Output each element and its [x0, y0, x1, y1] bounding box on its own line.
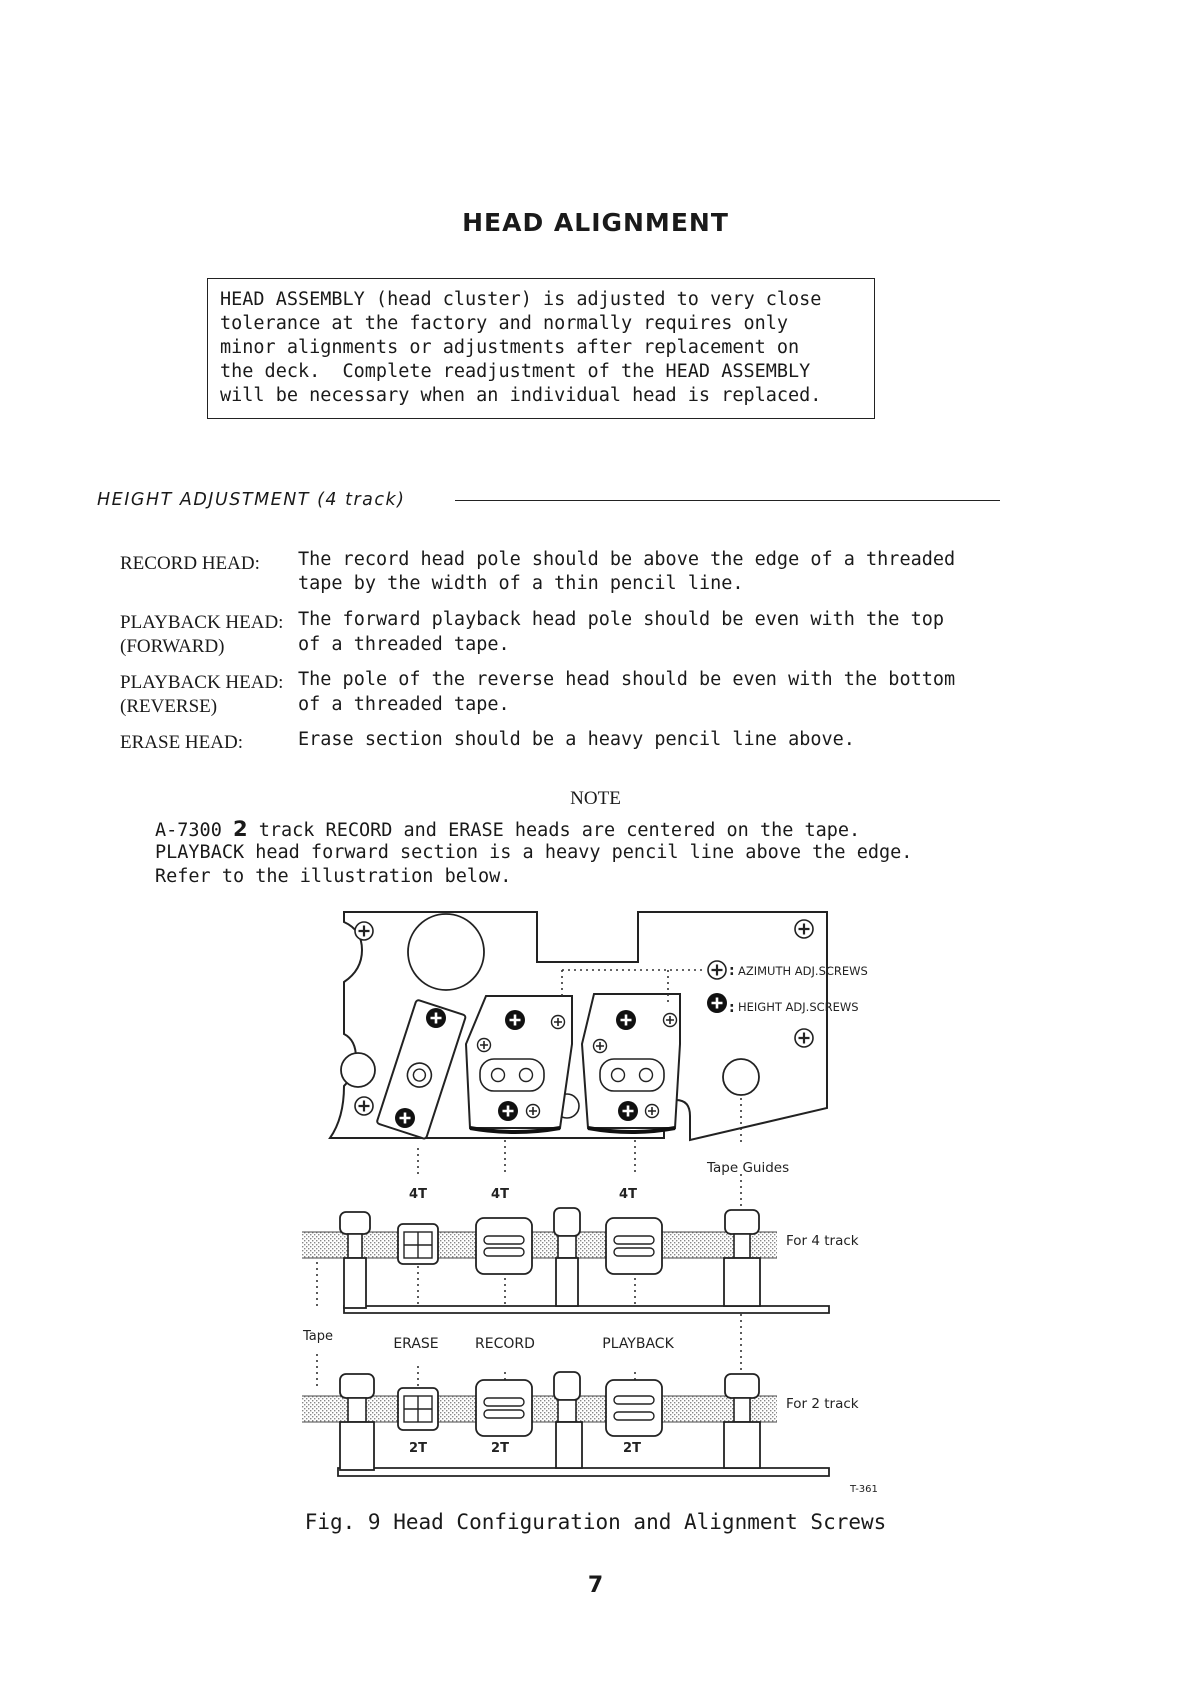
height-screw-icon	[616, 1010, 636, 1030]
height-legend-colon: :	[729, 1000, 735, 1016]
2t-label-erase: 2T	[409, 1441, 427, 1456]
2t-label-record: 2T	[491, 1441, 509, 1456]
record-head-text: tape by the width of a thin pencil line.	[298, 573, 744, 594]
record-head-text: The record head pole should be above the edge of a threaded	[298, 549, 956, 570]
height-screw-icon	[426, 1008, 446, 1028]
note-model: A-7300	[155, 820, 233, 841]
note-heading: NOTE	[570, 788, 621, 809]
for-2-track-label: For 2 track	[786, 1396, 859, 1412]
right-tape-guide	[723, 1059, 759, 1095]
playback-reverse-sublabel: (REVERSE)	[120, 696, 218, 717]
4t-label-record: 4T	[491, 1187, 509, 1202]
azimuth-screw-icon	[594, 1040, 607, 1053]
tape-label: Tape	[303, 1329, 334, 1344]
2t-label-playback: 2T	[623, 1441, 641, 1456]
erase-head-text: Erase section should be a heavy pencil line above.	[298, 729, 855, 750]
azimuth-screw-icon	[478, 1039, 491, 1052]
notice-line: will be necessary when an individual head is replaced.	[220, 385, 822, 406]
plate-hole	[408, 914, 484, 990]
playback-forward-sublabel: (FORWARD)	[120, 636, 225, 657]
note-line-1-rest: track RECORD and ERASE heads are centered on the tape.	[247, 820, 861, 841]
playback-forward-label: PLAYBACK HEAD:	[120, 612, 284, 633]
azimuth-screw-icon	[552, 1016, 565, 1029]
playback-forward-text: The forward playback head pole should be even with the top	[298, 609, 945, 630]
playback-reverse-text: The pole of the reverse head should be even with the bottom	[298, 669, 956, 690]
plate-screw-icon	[795, 1029, 813, 1047]
for-4-track-label: For 4 track	[786, 1233, 859, 1249]
playback-reverse-label: PLAYBACK HEAD:	[120, 672, 284, 693]
plate-screw-icon	[355, 1097, 373, 1115]
plate-screw-icon	[795, 920, 813, 938]
notice-line: minor alignments or adjustments after replacement on	[220, 337, 800, 358]
erase-label: ERASE	[393, 1336, 439, 1352]
section-heading: HEIGHT ADJUSTMENT (4 track)	[97, 490, 406, 510]
azimuth-screw-icon	[527, 1105, 540, 1118]
playback-reverse-text: of a threaded tape.	[298, 694, 510, 715]
height-legend-icon	[707, 993, 727, 1013]
notice-line: the deck. Complete readjustment of the HEAD ASSEMBLY	[220, 361, 811, 382]
note-line-3: Refer to the illustration below.	[155, 866, 512, 887]
two-track-diagram	[302, 1372, 829, 1476]
azimuth-legend-colon: :	[729, 963, 735, 979]
height-label: HEIGHT ADJ.SCREWS	[738, 1000, 859, 1014]
left-tape-guide	[341, 1053, 375, 1087]
height-screw-icon	[498, 1101, 518, 1121]
4t-label-playback: 4T	[619, 1187, 637, 1202]
azimuth-screw-icon	[664, 1014, 677, 1027]
height-screw-icon	[505, 1010, 525, 1030]
notice-line: HEAD ASSEMBLY (head cluster) is adjusted to very close	[220, 289, 822, 310]
notice-line: tolerance at the factory and normally requires only	[220, 313, 789, 334]
height-screw-icon	[395, 1108, 415, 1128]
height-screw-icon	[618, 1101, 638, 1121]
playback-label: PLAYBACK	[602, 1336, 674, 1352]
azimuth-legend-icon	[708, 961, 726, 979]
tape-guides-label: Tape Guides	[707, 1160, 790, 1176]
four-track-diagram	[302, 1208, 829, 1313]
figure-code: T-361	[850, 1484, 878, 1495]
note-track-count: 2	[232, 817, 248, 841]
figure-caption: Fig. 9 Head Configuration and Alignment Screws	[304, 1510, 887, 1534]
playback-forward-text: of a threaded tape.	[298, 634, 510, 655]
record-head-label: RECORD HEAD:	[120, 553, 260, 574]
azimuth-label: AZIMUTH ADJ.SCREWS	[738, 964, 868, 978]
page-number: 7	[587, 1573, 604, 1598]
note-line-2: PLAYBACK head forward section is a heavy pencil line above the edge.	[155, 842, 913, 863]
page-title: HEAD ALIGNMENT	[462, 208, 729, 237]
erase-head-label: ERASE HEAD:	[120, 732, 243, 753]
4t-label-erase: 4T	[409, 1187, 427, 1202]
plate-screw-icon	[355, 922, 373, 940]
azimuth-screw-icon	[646, 1105, 659, 1118]
record-label: RECORD	[475, 1336, 535, 1352]
